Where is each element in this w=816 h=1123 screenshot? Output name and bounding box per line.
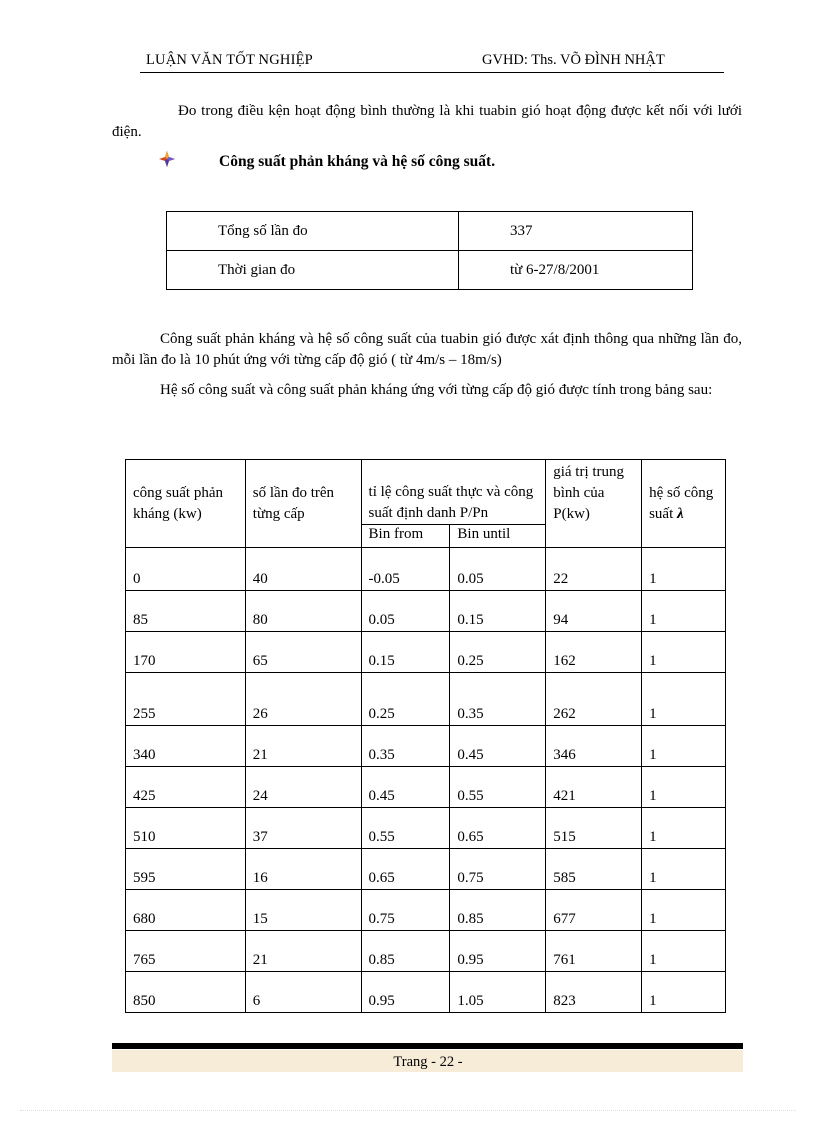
cell-reactive-power: 170 — [126, 632, 246, 673]
cell-count: 6 — [245, 972, 361, 1013]
cell-mean-power: 346 — [546, 726, 642, 767]
power-factor-table — [125, 459, 726, 1013]
cell-mean-power: 22 — [546, 548, 642, 591]
power-factor-table-body — [126, 548, 726, 1013]
cell-bin-until: 0.65 — [450, 808, 546, 849]
cell-bin-until: 0.45 — [450, 726, 546, 767]
footer-rule — [112, 1043, 743, 1049]
table-row — [126, 632, 726, 673]
col-header-bin-until: Bin until — [450, 525, 546, 548]
cell-bin-from: 0.05 — [361, 591, 450, 632]
cell-bin-until: 0.35 — [450, 673, 546, 726]
cell-reactive-power: 340 — [126, 726, 246, 767]
cell-count: 21 — [245, 931, 361, 972]
page-number: Trang - 22 - — [393, 1054, 463, 1070]
table-row — [126, 767, 726, 808]
cell-count: 80 — [245, 591, 361, 632]
cell-bin-from: 0.55 — [361, 808, 450, 849]
table-row — [126, 548, 726, 591]
cell-mean-power: 761 — [546, 931, 642, 972]
col-header-ratio: tỉ lệ công suất thực và công suất định danh P/Pn — [361, 460, 546, 525]
cell-bin-until: 0.75 — [450, 849, 546, 890]
table-row — [126, 849, 726, 890]
cell-mean-power: 94 — [546, 591, 642, 632]
cell-reactive-power: 595 — [126, 849, 246, 890]
cell-bin-from: 0.35 — [361, 726, 450, 767]
page-edge-dots — [20, 1110, 796, 1112]
lambda-symbol: λ — [677, 505, 684, 522]
cell-mean-power: 823 — [546, 972, 642, 1013]
header-advisor: GVHD: Ths. VÕ ĐÌNH NHẬT — [482, 52, 665, 68]
table-row — [126, 591, 726, 632]
paragraph-method: Công suất phản kháng và hệ số công suất của tuabin gió được xát định thông qua những lần đo, mỗi lần đo là 10 phút ứng với từng cấp độ gió ( từ 4m/s – 18m/s) — [112, 331, 742, 368]
col-header-count: số lần đo trên từng cấp — [245, 460, 361, 548]
cell-power-factor: 1 — [642, 726, 726, 767]
cell-power-factor: 1 — [642, 931, 726, 972]
col-header-bin-from: Bin from — [361, 525, 450, 548]
cell-reactive-power: 85 — [126, 591, 246, 632]
cell-count: 16 — [245, 849, 361, 890]
cell-reactive-power: 510 — [126, 808, 246, 849]
cell-bin-until: 0.25 — [450, 632, 546, 673]
cell-bin-from: 0.45 — [361, 767, 450, 808]
table-row — [126, 931, 726, 972]
summary-label: Thời gian đo — [167, 251, 459, 290]
cell-bin-from: 0.95 — [361, 972, 450, 1013]
table-row — [126, 972, 726, 1013]
paragraph-table-intro: Hệ số công suất và công suất phản kháng ứng với từng cấp độ gió được tính trong bảng sau: — [160, 382, 713, 398]
cell-power-factor: 1 — [642, 767, 726, 808]
col-header-power-factor-label: hệ số công suất — [649, 484, 714, 522]
cell-bin-until: 0.85 — [450, 890, 546, 931]
cell-mean-power: 262 — [546, 673, 642, 726]
col-header-power-factor — [642, 460, 726, 548]
paragraph-intro: Đo trong điều kện hoạt động bình thường là khi tuabin gió hoạt động được kết nối với lưới điện. — [112, 103, 742, 140]
cell-count: 24 — [245, 767, 361, 808]
summary-value: từ 6-27/8/2001 — [459, 251, 693, 290]
table-row — [167, 251, 693, 290]
table-row — [126, 673, 726, 726]
cell-count: 65 — [245, 632, 361, 673]
cell-power-factor: 1 — [642, 849, 726, 890]
cell-count: 40 — [245, 548, 361, 591]
bullet-diamond-icon — [158, 150, 176, 168]
cell-mean-power: 585 — [546, 849, 642, 890]
cell-bin-until: 0.55 — [450, 767, 546, 808]
cell-bin-from: 0.25 — [361, 673, 450, 726]
cell-reactive-power: 425 — [126, 767, 246, 808]
cell-power-factor: 1 — [642, 808, 726, 849]
cell-count: 26 — [245, 673, 361, 726]
cell-bin-from: 0.85 — [361, 931, 450, 972]
cell-count: 15 — [245, 890, 361, 931]
table-row — [126, 890, 726, 931]
header-left-title: LUẬN VĂN TỐT NGHIỆP — [146, 52, 313, 68]
cell-reactive-power: 255 — [126, 673, 246, 726]
cell-reactive-power: 680 — [126, 890, 246, 931]
cell-power-factor: 1 — [642, 548, 726, 591]
cell-reactive-power: 0 — [126, 548, 246, 591]
cell-bin-until: 1.05 — [450, 972, 546, 1013]
cell-bin-until: 0.05 — [450, 548, 546, 591]
cell-reactive-power: 850 — [126, 972, 246, 1013]
cell-mean-power: 515 — [546, 808, 642, 849]
table-row — [126, 808, 726, 849]
cell-power-factor: 1 — [642, 673, 726, 726]
cell-bin-until: 0.95 — [450, 931, 546, 972]
cell-bin-until: 0.15 — [450, 591, 546, 632]
cell-reactive-power: 765 — [126, 931, 246, 972]
summary-label: Tổng số lần đo — [167, 212, 459, 251]
section-heading: Công suất phản kháng và hệ số công suất. — [219, 153, 496, 170]
table-row — [126, 726, 726, 767]
cell-mean-power: 677 — [546, 890, 642, 931]
cell-mean-power: 421 — [546, 767, 642, 808]
header-rule — [140, 72, 724, 73]
cell-bin-from: 0.65 — [361, 849, 450, 890]
cell-power-factor: 1 — [642, 972, 726, 1013]
cell-bin-from: -0.05 — [361, 548, 450, 591]
cell-power-factor: 1 — [642, 591, 726, 632]
summary-value: 337 — [459, 212, 693, 251]
cell-power-factor: 1 — [642, 632, 726, 673]
cell-bin-from: 0.75 — [361, 890, 450, 931]
cell-mean-power: 162 — [546, 632, 642, 673]
cell-count: 21 — [245, 726, 361, 767]
summary-table — [166, 211, 693, 290]
cell-bin-from: 0.15 — [361, 632, 450, 673]
col-header-mean-power: giá trị trung bình của P(kw) — [546, 460, 642, 548]
table-row — [167, 212, 693, 251]
cell-count: 37 — [245, 808, 361, 849]
col-header-reactive-power: công suất phản kháng (kw) — [126, 460, 246, 548]
cell-power-factor: 1 — [642, 890, 726, 931]
